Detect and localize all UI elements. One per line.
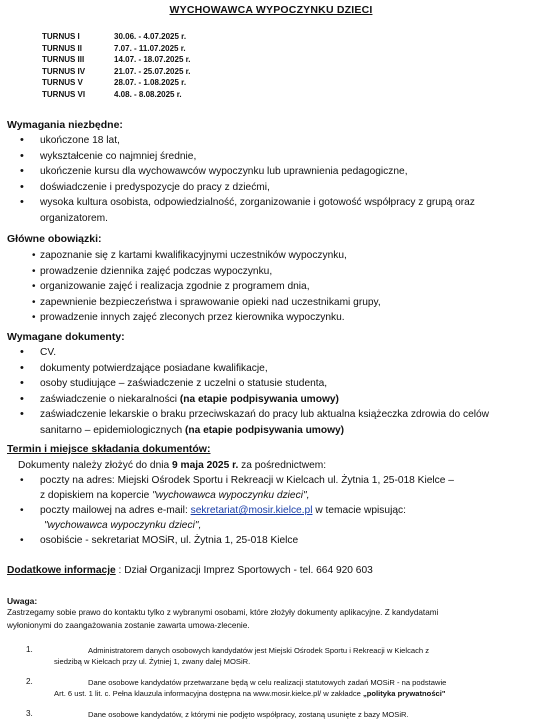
point-text: Dane osobowe kandydatów przetwarzane będą w celu realizacji statutowych zadań MOSiR - na podstawie Art. 6 ust. 1 lit. c. Pełna klauzula informacyjna dostępna na www.mosir.kielce.pl/ w zakładce „polityka prywatności"	[54, 678, 447, 699]
list-item: • CV.	[20, 346, 57, 358]
list-item: • wysoka kultura osobista, odpowiedzialność, zorganizowanie i gotowość współpracy z grupą oraz	[20, 196, 475, 209]
termin-osobiscie: • osobiście - sekretariat MOSiR, ul. Żytnia 1, 25-018 Kielce	[20, 535, 299, 546]
list-item: • zapewnienie bezpieczeństwa i sprawowanie opieki nad uczestnikami grupy,	[32, 296, 381, 308]
list-item-continuation: sanitarno – epidemiologicznych (na etapie podpisywania umowy)	[40, 424, 345, 436]
dokumenty-list	[18, 345, 533, 439]
list-item: • dokumenty potwierdzające posiadane kwalifikacje,	[20, 361, 268, 374]
termin-body	[18, 458, 454, 548]
document-title: WYCHOWAWCA WYPOCZYNKU DZIECI	[169, 4, 373, 16]
termin-poczta: • poczty na adres: Miejski Ośrodek Sportu i Rekreacji w Kielcach ul. Żytnia 1, 25-018 Kielce – z dopiskiem na kopercie "wychowawca wypoczynku dzieci",	[20, 475, 454, 501]
point-text: Dane osobowe kandydatów, z którymi nie podjęto współpracy, zostaną usunięte z bazy MOSiR.	[88, 710, 409, 719]
turnus-row: TURNUS I 30.06. - 4.07.2025 r.	[42, 32, 187, 41]
dodatkowe-informacje: Dodatkowe informacje : Dział Organizacji Imprez Sportowych - tel. 664 920 603	[7, 565, 373, 576]
list-item: • zaświadczenie lekarskie o braku przeciwskazań do pracy lub aktualna książeczka zdrowia do celów	[20, 408, 490, 421]
uwaga-text: Zastrzegamy sobie prawo do kontaktu tylko z wybranymi osobami, które złożyły dokumenty aplikacyjne. Z kandydatami wyłonionymi do zaangażowania zostanie zawarta umowa-zlecenie.	[7, 608, 439, 630]
point-text: Administratorem danych osobowych kandydatów jest Miejski Ośrodek Sportu i Rekreacji w Kielcach z siedzibą w Kielcach przy ul. Żytniej 1, zwany dalej MOSiR.	[54, 646, 430, 667]
list-item-continuation: organizatorem.	[40, 212, 108, 224]
termin-email: • poczty mailowej na adres e-mail: sekretariat@mosir.kielce.pl w temacie wpisując: "wychowawca wypoczynku dzieci",	[20, 505, 406, 531]
wymagania-heading: Wymagania niezbędne:	[7, 119, 123, 131]
turnus-row: TURNUS III 14.07. - 18.07.2025 r.	[42, 55, 191, 64]
list-item: • osoby studiujące – zaświadczenie z uczelni o statusie studenta,	[20, 377, 328, 390]
list-item: • zapoznanie się z kartami kwalifikacyjnymi uczestników wypoczynku,	[32, 250, 347, 261]
list-item: • ukończone 18 lat,	[20, 134, 120, 146]
turnus-row: TURNUS IV 21.07. - 25.07.2025 r.	[42, 66, 191, 76]
list-item: • ukończenie kursu dla wychowawców wypoczynku lub uprawnienia pedagogiczne,	[20, 165, 408, 178]
list-item: • prowadzenie innych zajęć zleconych przez kierownika wypoczynku.	[32, 312, 345, 324]
list-item: • prowadzenie dziennika zajęć podczas wypoczynku,	[32, 265, 273, 277]
list-item: • doświadczenie i predyspozycje do pracy z dziećmi,	[20, 180, 270, 193]
point-number: 3.	[26, 709, 33, 718]
termin-heading: Termin i miejsce składania dokumentów:	[7, 443, 211, 455]
obowiazki-list	[32, 248, 532, 326]
turnus-row: TURNUS II 7.07. - 11.07.2025 r.	[42, 43, 186, 53]
uwaga-heading: Uwaga:	[7, 596, 38, 606]
turnus-row: TURNUS VI 4.08. - 8.08.2025 r.	[42, 89, 182, 99]
email-link[interactable]: sekretariat@mosir.kielce.pl	[190, 505, 313, 516]
wymagania-list	[18, 133, 533, 227]
list-item: • zaświadczenie o niekaralności (na etapie podpisywania umowy)	[20, 392, 339, 405]
dokumenty-heading: Wymagane dokumenty:	[7, 331, 125, 343]
point-number: 1.	[26, 645, 33, 654]
termin-line: Dokumenty należy złożyć do dnia 9 maja 2025 r. za pośrednictwem:	[18, 460, 327, 471]
turnus-row: TURNUS V 28.07. - 1.08.2025 r.	[42, 78, 187, 87]
obowiazki-heading: Główne obowiązki:	[7, 233, 102, 245]
list-item: • wykształcenie co najmniej średnie,	[20, 149, 197, 162]
point-number: 2.	[26, 677, 33, 686]
list-item: • organizowanie zajęć i realizacja zgodnie z programem dnia,	[32, 281, 310, 293]
turnus-schedule	[42, 31, 191, 100]
